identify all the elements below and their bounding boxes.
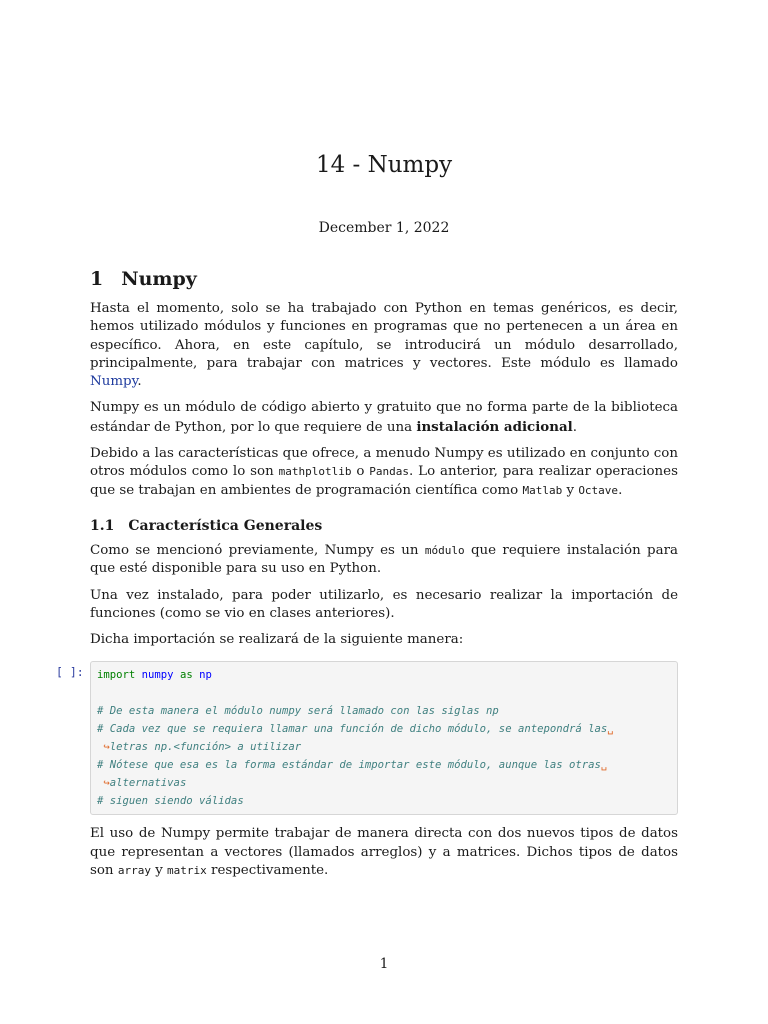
code-line: [97, 666, 671, 684]
numpy-link[interactable]: Numpy: [90, 374, 138, 390]
code-comment: [97, 720, 671, 738]
paragraph-text: .: [572, 419, 577, 435]
document-title: 14 - Numpy: [315, 152, 453, 178]
paragraph-text: Hasta el momento, solo se ha trabajado con Python en temas genéricos, es decir, hemos utilizado módulos y funciones en programas que no pertenecen a un área en específico. Ahora, en este capítulo, se introducirá un módulo desarrollado, principalmente, para trabajar con matrices y vectores. Este módulo es llamado: [90, 301, 678, 371]
paragraph-text: que requiere instalación para que esté disponible para su uso en Python.: [90, 542, 678, 577]
paragraph: [90, 300, 678, 391]
paragraph-text: . Lo anterior, para realizar operaciones que se trabajan en ambientes de programación científica como: [90, 464, 678, 498]
section-heading: [90, 268, 678, 290]
line-wrap-start-icon: ↪: [103, 777, 110, 790]
section-number: 1: [90, 268, 104, 290]
subsection-title: Característica Generales: [128, 517, 323, 534]
code-comment: [97, 756, 671, 774]
paragraph-text: y: [562, 482, 579, 498]
inline-code: matrix: [167, 864, 207, 878]
bold-text: instalación adicional: [416, 418, 573, 435]
paragraph-text: y: [150, 863, 168, 879]
code-comment: [97, 774, 671, 792]
code-comment-text: # Cada vez que se requiera llamar una función de dicho módulo, se antepondrá las: [97, 723, 608, 736]
code-module: numpy: [141, 669, 174, 682]
inline-code: mathplotlib: [278, 465, 352, 479]
section-title: Numpy: [121, 268, 197, 290]
paragraph: Dicha importación se realizará de la siguiente manera:: [90, 632, 464, 648]
line-wrap-end-icon: ␣: [607, 723, 614, 736]
code-comment-text: letras np.<función> a utilizar: [109, 741, 302, 754]
code-comment: # De esta manera el módulo numpy será llamado con las siglas np: [97, 705, 499, 718]
code-alias: np: [199, 669, 212, 682]
paragraph-text: .: [618, 482, 623, 498]
paragraph-text: El uso de Numpy permite trabajar de manera directa con dos nuevos tipos de datos que representan a vectores (llamados arreglos) y a matrices. Dichos tipos de datos son: [90, 826, 678, 879]
cell-prompt: [ ]:: [56, 665, 84, 680]
code-line-blank: [97, 684, 671, 702]
paragraph-text: Como se mencionó previamente, Numpy es un: [90, 542, 425, 558]
paragraph-text: .: [137, 374, 142, 390]
inline-code: módulo: [424, 543, 465, 557]
paragraph: [90, 445, 678, 500]
code-comment: # siguen siendo válidas: [97, 795, 244, 808]
paragraph-text: o: [351, 464, 370, 480]
code-comment-text: alternativas: [109, 777, 187, 790]
paragraph-text: Numpy es un módulo de código abierto y gratuito que no forma parte de la biblioteca estándar de Python, por lo que requiere de una: [90, 400, 678, 435]
subsection-number: 1.1: [90, 517, 115, 534]
code-comment: [97, 738, 671, 756]
paragraph: [90, 825, 678, 880]
line-wrap-end-icon: ␣: [600, 759, 608, 772]
inline-code: Pandas: [369, 465, 410, 479]
document-date: December 1, 2022: [318, 220, 450, 236]
code-keyword: as: [179, 669, 193, 682]
code-block[interactable]: [90, 661, 678, 815]
paragraph: Una vez instalado, para poder utilizarlo, es necesario realizar la importación de funciones (como se vio en clases anteriores).: [90, 587, 678, 621]
inline-code: array: [117, 864, 151, 878]
paragraph-text: respectivamente.: [206, 863, 329, 879]
code-comment-text: # Nótese que esa es la forma estándar de importar este módulo, aunque las otras: [97, 759, 601, 772]
document-body: [56, 268, 678, 888]
paragraph-text: Debido a las características que ofrece, a menudo Numpy es utilizado en conjunto con otros módulos como lo son: [90, 446, 678, 480]
subsection-heading: [90, 518, 678, 534]
code-cell[interactable]: [56, 661, 678, 815]
paragraph: [90, 542, 678, 579]
code-keyword: import: [97, 669, 136, 682]
paragraph: [90, 399, 678, 437]
inline-code: Octave: [578, 483, 619, 497]
page-number: 1: [379, 956, 389, 972]
inline-code: Matlab: [522, 483, 563, 497]
line-wrap-start-icon: ↪: [103, 741, 110, 754]
